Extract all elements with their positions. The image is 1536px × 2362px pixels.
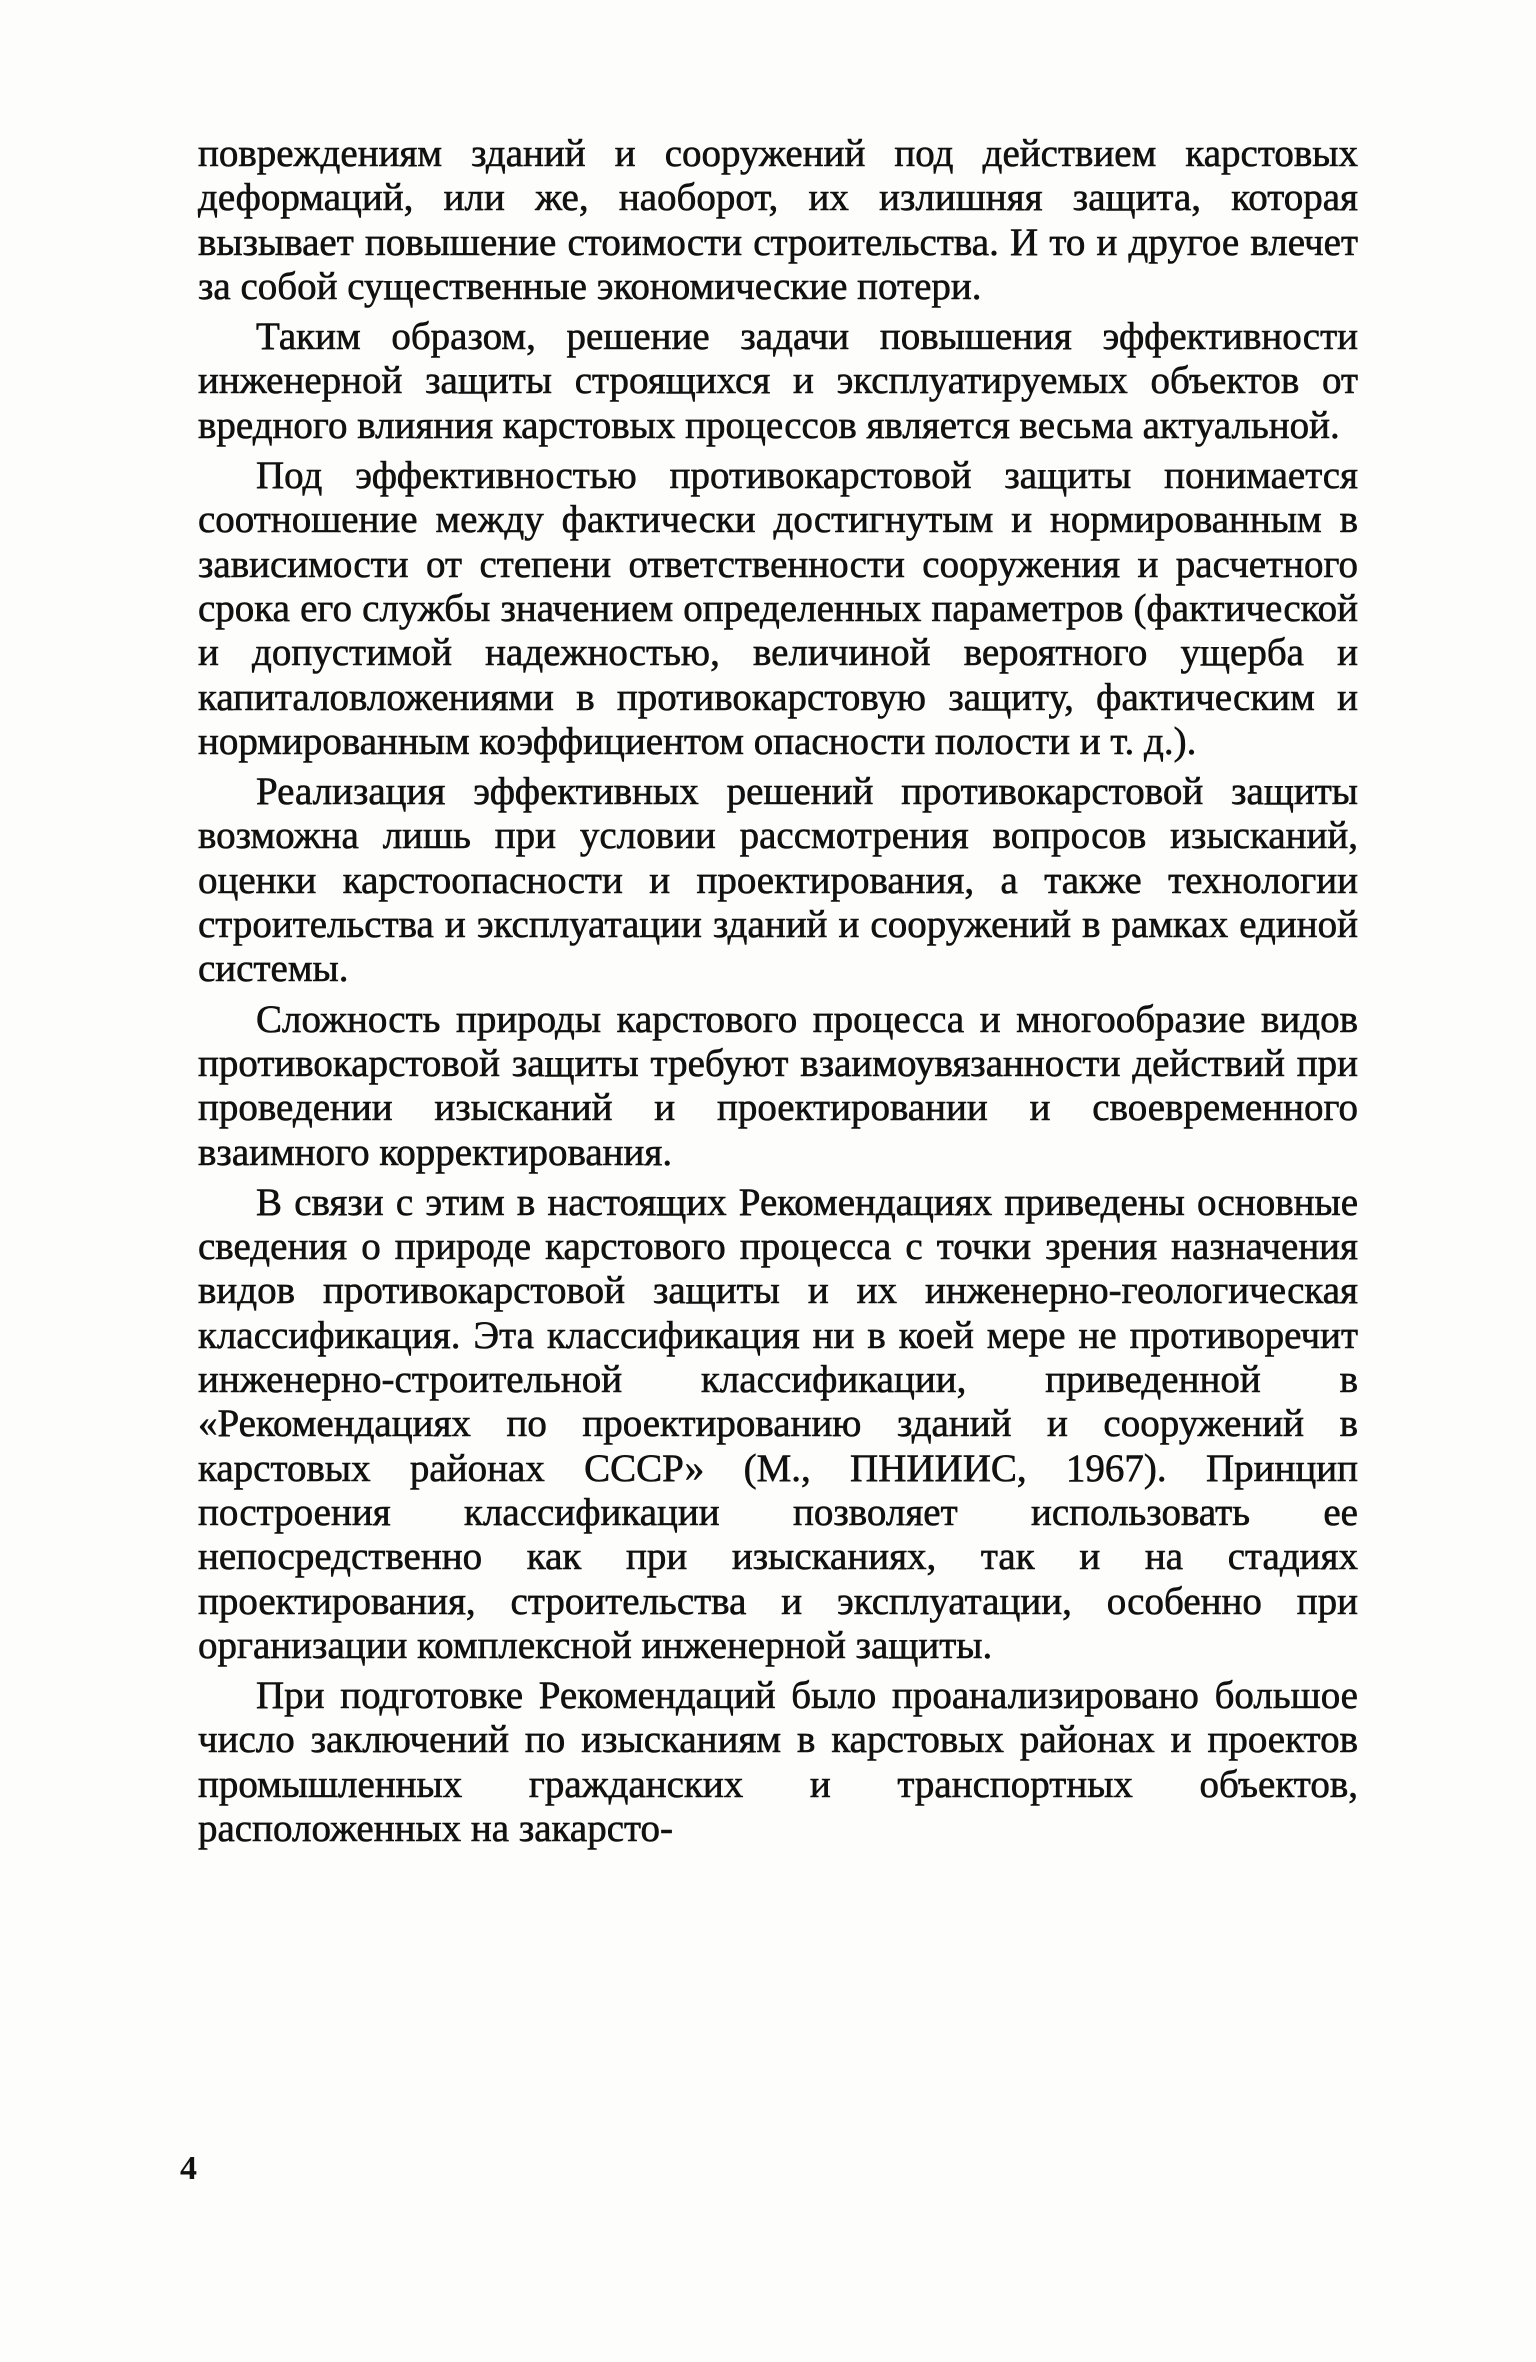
paragraph-3: Под эффективностью противокарстовой защиты понимается соотношение между фактически достигнутым и нормированным в зависимости от степени ответственности сооружения и расчетного срока его службы значением определенных параметров (фактической и допустимой надежностью, величиной вероятного ущерба и капиталовложениями в противокарстовую защиту, фактическим и нормированным коэффициентом опасности полости и т. д.). [198, 454, 1358, 763]
paragraph-1: повреждениям зданий и сооружений под действием карстовых деформаций, или же, наоборот, их излишняя защита, которая вызывает повышение стоимости строительства. И то и другое влечет за собой существенные экономические потери. [198, 132, 1358, 308]
paragraph-4: Реализация эффективных решений противокарстовой защиты возможна лишь при условии рассмотрения вопросов изысканий, оценки карстоопасности и проектирования, а также технологии строительства и эксплуатации зданий и сооружений в рамках единой системы. [198, 770, 1358, 991]
paragraph-6: В связи с этим в настоящих Рекомендациях приведены основные сведения о природе карстового процесса с точки зрения назначения видов противокарстовой защиты и их инженерно-геологическая классификация. Эта классификация ни в коей мере не противоречит инженерно-строительной классификации, приведенной в «Рекомендациях по проектированию зданий и сооружений в карстовых районах СССР» (М., ПНИИИС, 1967). Принцип построения классификации позволяет использовать ее непосредственно как при изысканиях, так и на стадиях проектирования, строительства и эксплуатации, особенно при организации комплексной инженерной защиты. [198, 1180, 1358, 1667]
paragraph-5: Сложность природы карстового процесса и многообразие видов противокарстовой защиты требуют взаимоувязанности действий при проведении изысканий и проектировании и своевременного взаимного корректирования. [198, 997, 1358, 1174]
paragraph-7: При подготовке Рекомендаций было проанализировано большое число заключений по изысканиям в карстовых районах и проектов промышленных гражданских и транспортных объектов, расположенных на закарсто- [198, 1674, 1358, 1850]
paragraph-2: Таким образом, решение задачи повышения эффективности инженерной защиты строящихся и эксплуатируемых объектов от вредного влияния карстовых процессов является весьма актуальной. [198, 315, 1358, 447]
body-text [198, 132, 1358, 1857]
page-number: 4 [180, 2150, 197, 2187]
